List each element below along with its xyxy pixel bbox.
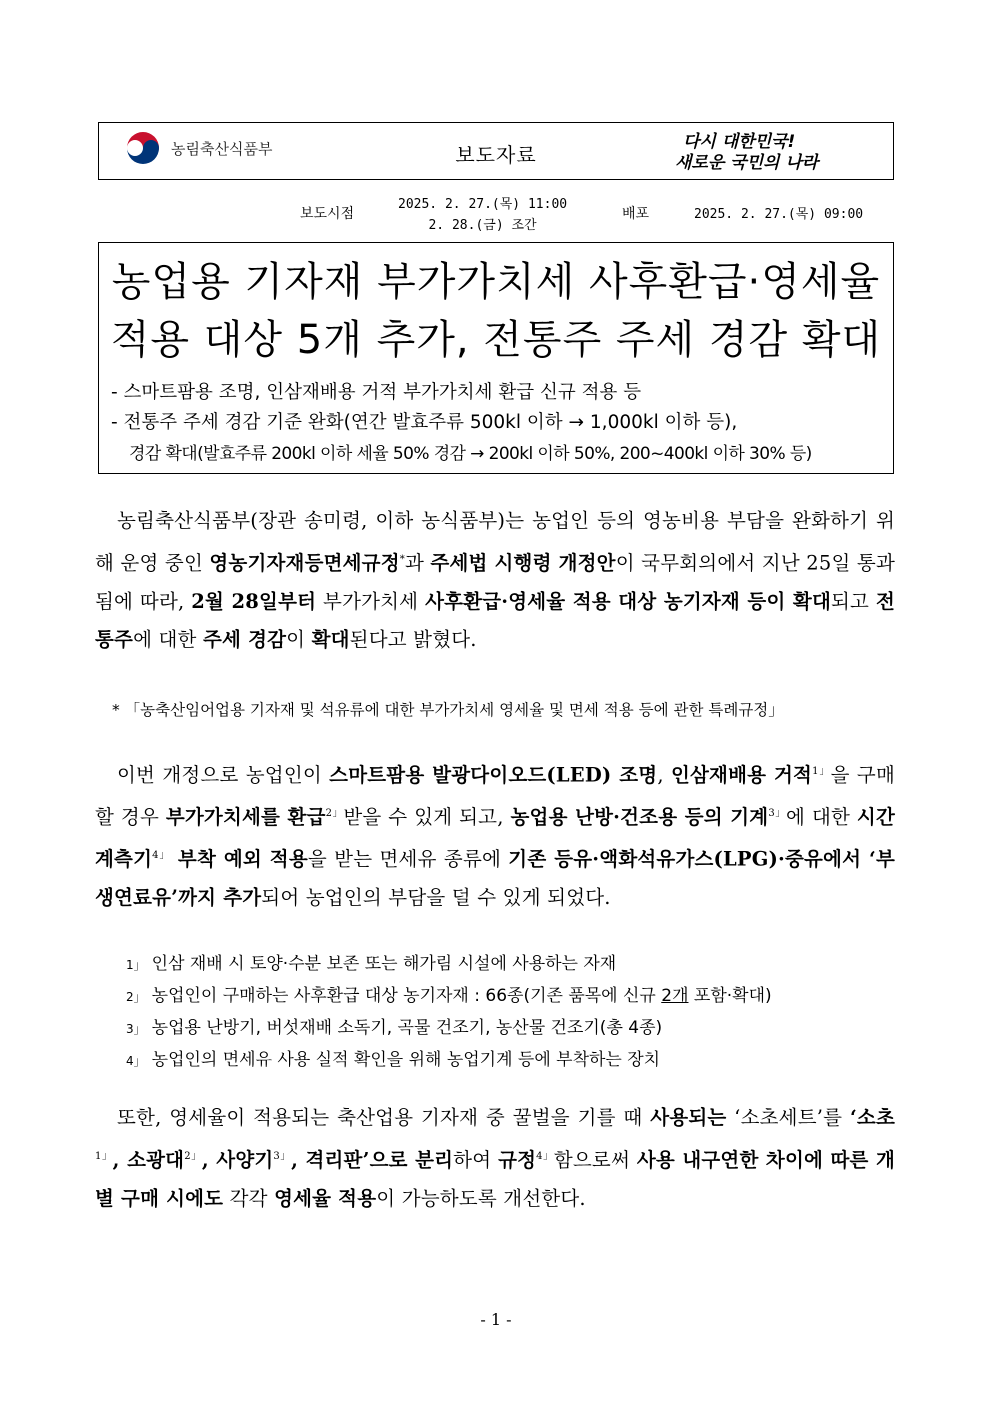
slogan-line1: 다시 대한민국!	[683, 132, 796, 152]
release-time-line1: 2025. 2. 27.(목) 11:00	[398, 197, 568, 212]
slogan-line2: 새로운 국민의 나라	[675, 153, 819, 173]
distribution-label: 배포	[622, 206, 650, 222]
footnote: * 「농축산임어업용 기자재 및 석유류에 대한 부가가치세 영세율 및 면세 적용 등에 관한 특례규정」	[112, 701, 784, 719]
headline	[99, 253, 893, 369]
paragraph-3: 또한, 영세율이 적용되는 축산업용 기자재 중 꿀벌을 기를 때 사용되는 ‘소초세트’를 ‘소초$^{1」}$, 소광대$^{2」}$, 사양기$^{3」}$, 격리판’으로 분리하여 규정$^{4」}$함으로써 사용 내구연한 차이에 따른 개별 구매 시에도 각각 영세율 적용이 가능하도록 개선한다.	[95, 1106, 896, 1210]
title-box	[98, 242, 894, 474]
doc-type: 보도자료	[455, 143, 537, 167]
release-time-line2: 2. 28.(금) 조간	[428, 218, 537, 233]
list-item: 2」 농업인이 구매하는 사후환급 대상 농기자재 : 66종(기존 품목에 신규 2개 포함·확대)	[126, 986, 772, 1006]
release-time-label: 보도시점	[300, 206, 355, 222]
list-item: 4」 농업인의 면세유 사용 실적 확인을 위해 농업기계 등에 부착하는 장치	[126, 1050, 661, 1070]
notes-list	[126, 949, 772, 1077]
subtitle-3: 경감 확대(발효주류 200kl 이하 세율 50% 경감 → 200kl 이하 50%, 200~400kl 이하 30% 등)	[129, 444, 812, 464]
distribution-date: 2025. 2. 27.(목) 09:00	[694, 207, 864, 222]
list-item: 3」 농업용 난방기, 버섯재배 소독기, 곡물 건조기, 농산물 건조기(총 4종)	[126, 1018, 663, 1038]
paragraph-1: 농림축산식품부(장관 송미령, 이하 농식품부)는 농업인 등의 영농비용 부담을 완화하기 위해 운영 중인 영농기자재등면세규정*과 주세법 시행령 개정안이 국무회의에서 지난 25일 통과됨에 따라, 2월 28일부터 부가가치세 사후환급·영세율 적용 대상 농기자재 등이 확대되고 전통주에 대한 주세 경감이 확대된다고 밝혔다.	[95, 509, 895, 651]
slogan-calligraphy	[673, 129, 863, 173]
page-number: - 1 -	[480, 1310, 512, 1329]
subtitle-2: - 전통주 주세 경감 기준 완화(연간 발효주류 500kl 이하 → 1,000kl 이하 등),	[111, 412, 738, 433]
list-item: 1」 인삼 재배 시 토양·수분 보존 또는 해가림 시설에 사용하는 자재	[126, 954, 617, 974]
paragraph-2: 이번 개정으로 농업인이 스마트팜용 발광다이오드(LED) 조명, 인삼재배용 거적$^{1」}$을 구매할 경우 부가가치세를 환급$^{2」}$받을 수 있게 되고, 농업용 난방·건조용 등의 기계$^{3」}$에 대한 시간계측기$^{4」}$ 부착 예외 적용을 받는 면세유 종류에 기존 등유·액화석유가스(LPG)·중유에서 ‘부생연료유’까지 추가되어 농업인의 부담을 덜 수 있게 되었다.	[95, 763, 896, 909]
headline-line2: 적용 대상 5개 추가, 전통주 주세 경감 확대	[110, 317, 882, 363]
headline-line1: 농업용 기자재 부가가치세 사후환급·영세율	[111, 259, 881, 305]
ministry-name: 농림축산식품부	[171, 139, 273, 158]
release-time	[398, 194, 567, 236]
header-box	[98, 122, 894, 180]
subtitle-1: - 스마트팜용 조명, 인삼재배용 거적 부가가치세 환급 신규 적용 등	[111, 382, 642, 403]
